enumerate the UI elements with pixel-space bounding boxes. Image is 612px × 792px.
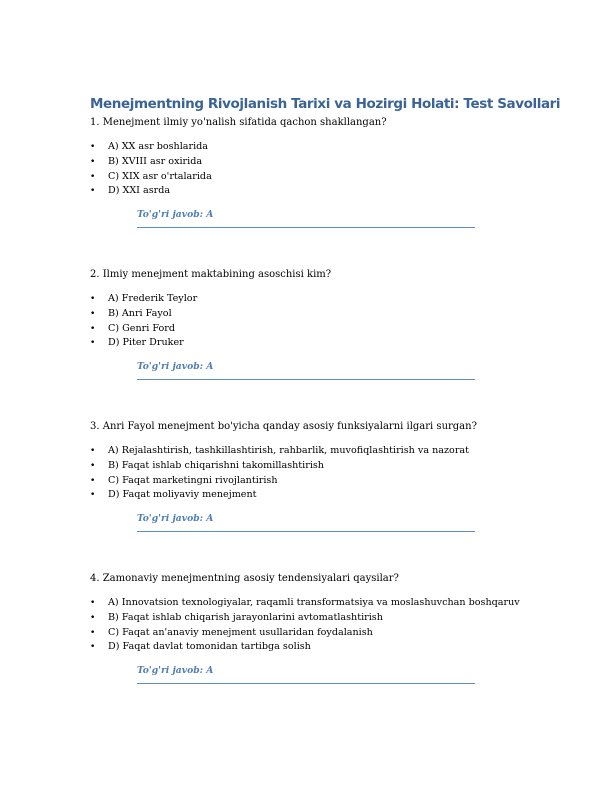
option-item [90, 444, 570, 459]
question-3 [90, 420, 570, 532]
option-item [90, 322, 570, 337]
option-item [90, 474, 570, 489]
option-label: C) Faqat marketingni rivojlantirish [108, 474, 278, 486]
document-title: Menejmentning Rivojlanish Tarixi va Hozirgi Holati: Test Savollari [90, 96, 561, 112]
bullet-icon: • [90, 642, 96, 653]
question-text: 1. Menejment ilmiy yo'nalish sifatida qachon shakllangan? [90, 117, 387, 128]
question-1 [90, 116, 570, 228]
option-item [90, 184, 570, 199]
bullet-icon: • [90, 156, 96, 167]
options-list [90, 444, 570, 503]
option-label: A) Rejalashtirish, tashkillashtirish, rahbarlik, muvofiqlashtirish va nazorat [108, 445, 469, 456]
bullet-icon: • [90, 475, 96, 486]
option-item [90, 596, 570, 611]
option-label: A) XX asr boshlarida [108, 141, 209, 152]
answer-box [137, 207, 475, 228]
option-label: B) Faqat ishlab chiqarish jarayonlarini avtomatlashtirish [108, 611, 383, 623]
option-item [90, 626, 570, 641]
option-label: D) Faqat davlat tomonidan tartibga solish [108, 641, 311, 653]
option-label: B) Faqat ishlab chiqarishni takomillashtirish [108, 459, 324, 471]
option-item [90, 170, 570, 185]
bullet-icon: • [90, 446, 96, 456]
question-text: 3. Anri Fayol menejment bo'yicha qanday asosiy funksiyalarni ilgari surgan? [90, 421, 477, 432]
option-item [90, 459, 570, 474]
option-item [90, 488, 570, 503]
bullet-icon: • [90, 186, 96, 197]
option-label: D) Faqat moliyaviy menejment [108, 489, 257, 501]
option-item [90, 640, 570, 655]
option-label: B) Anri Fayol [108, 307, 172, 319]
option-item [90, 140, 570, 155]
option-label: C) XIX asr o'rtalarida [108, 170, 212, 182]
option-label: C) Faqat an'anaviy menejment usullaridan foydalanish [108, 626, 373, 638]
option-label: A) Frederik Teylor [108, 293, 198, 304]
answer-text: To'g'ri javob: A [137, 209, 214, 221]
answer-box [137, 359, 475, 380]
option-item [90, 336, 570, 351]
question-text: 4. Zamonaviy menejmentning asosiy tendensiyalari qaysilar? [90, 573, 399, 584]
bullet-icon: • [90, 142, 96, 152]
option-label: C) Genri Ford [108, 322, 175, 334]
bullet-icon: • [90, 612, 96, 623]
bullet-icon: • [90, 460, 96, 471]
answer-text: To'g'ri javob: A [137, 665, 214, 677]
bullet-icon: • [90, 308, 96, 319]
answer-box [137, 511, 475, 532]
answer-box [137, 663, 475, 684]
option-item [90, 307, 570, 322]
options-list [90, 596, 570, 655]
bullet-icon: • [90, 171, 96, 182]
option-label: A) Innovatsion texnologiyalar, raqamli transformatsiya va moslashuvchan boshqaruv [108, 597, 520, 608]
option-item [90, 292, 570, 307]
bullet-icon: • [90, 598, 96, 608]
bullet-icon: • [90, 338, 96, 349]
question-text: 2. Ilmiy menejment maktabining asoschisi kim? [90, 269, 332, 280]
bullet-icon: • [90, 294, 96, 304]
option-label: B) XVIII asr oxirida [108, 155, 203, 167]
option-item [90, 155, 570, 170]
option-label: D) XXI asrda [108, 185, 171, 197]
option-item [90, 611, 570, 626]
answer-text: To'g'ri javob: A [137, 513, 214, 525]
bullet-icon: • [90, 323, 96, 334]
answer-text: To'g'ri javob: A [137, 361, 214, 373]
question-2 [90, 268, 570, 380]
option-label: D) Piter Druker [108, 337, 184, 349]
question-4 [90, 572, 570, 684]
options-list [90, 140, 570, 199]
bullet-icon: • [90, 627, 96, 638]
bullet-icon: • [90, 490, 96, 501]
options-list [90, 292, 570, 351]
